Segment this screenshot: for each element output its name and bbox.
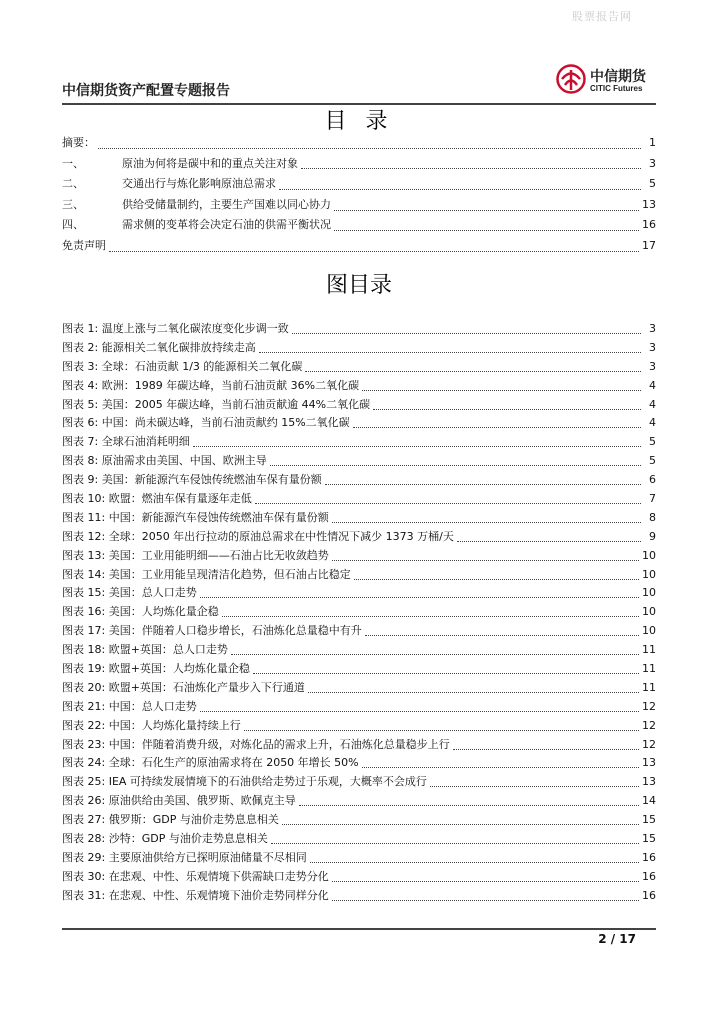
watermark-text: 股票报告网 — [572, 10, 632, 23]
dot-leader — [299, 805, 639, 806]
dot-leader — [270, 465, 641, 466]
figure-toc-entry[interactable] — [62, 773, 656, 792]
dot-leader — [271, 843, 639, 844]
dot-leader — [332, 900, 639, 901]
dot-leader — [193, 446, 641, 447]
figure-toc-entry[interactable] — [62, 339, 656, 358]
toc-entry-label: 图表 24: 全球：石化生产的原油需求将在 2050 年增长 50% — [62, 756, 359, 770]
dot-leader — [310, 862, 639, 863]
toc-entry-label: 图表 4: 欧洲：1989 年碳达峰，当前石油贡献 36%二氧化碳 — [62, 378, 360, 392]
toc-entry[interactable] — [62, 175, 656, 196]
figure-toc-entry[interactable] — [62, 679, 656, 698]
toc-entry-label: 原油为何将是碳中和的重点关注对象 — [122, 156, 298, 170]
toc-entry-label: 需求侧的变革将会决定石油的供需平衡状况 — [122, 218, 331, 232]
toc-entry-page: 15 — [642, 813, 656, 827]
dot-leader — [244, 730, 639, 731]
toc-entry-label: 图表 22: 中国：人均炼化量持续上行 — [62, 718, 241, 732]
figure-toc-entry[interactable] — [62, 603, 656, 622]
figure-toc-entry[interactable] — [62, 490, 656, 509]
figure-toc-entry[interactable] — [62, 433, 656, 452]
toc-entry-label: 图表 21: 中国：总人口走势 — [62, 699, 197, 713]
figure-toc-entry[interactable] — [62, 698, 656, 717]
toc-entry-label: 图表 13: 美国：工业用能明细——石油占比无收敛趋势 — [62, 548, 329, 562]
figure-toc-entry[interactable] — [62, 452, 656, 471]
dot-leader — [308, 692, 639, 693]
dot-leader — [292, 333, 641, 334]
company-logo — [556, 62, 656, 100]
toc-entry-page: 10 — [642, 586, 656, 600]
figure-toc-entry[interactable] — [62, 320, 656, 339]
toc-entry-label: 图表 29: 主要原油供给方已探明原油储量不尽相同 — [62, 850, 307, 864]
toc-entry-page: 11 — [642, 680, 656, 694]
dot-leader — [373, 409, 641, 410]
toc-entry-page: 16 — [642, 850, 656, 864]
toc-entry-page: 10 — [642, 548, 656, 562]
dot-leader — [453, 749, 639, 750]
figure-toc-entry[interactable] — [62, 792, 656, 811]
dot-leader — [362, 390, 641, 391]
toc-entry-number: 一、 — [62, 156, 84, 170]
toc-entry-page: 17 — [642, 238, 656, 252]
figure-toc-entry[interactable] — [62, 622, 656, 641]
dot-leader — [231, 654, 639, 655]
toc-entry-label: 图表 16: 美国：人均炼化量企稳 — [62, 605, 219, 619]
dot-leader — [200, 711, 639, 712]
toc-entry-page: 7 — [649, 492, 656, 506]
figure-toc-entry[interactable] — [62, 641, 656, 660]
figure-toc-entry[interactable] — [62, 754, 656, 773]
dot-leader — [259, 352, 641, 353]
figure-toc-entry[interactable] — [62, 717, 656, 736]
toc-entry[interactable] — [62, 155, 656, 176]
figure-toc-entry[interactable] — [62, 811, 656, 830]
dot-leader — [430, 786, 639, 787]
figure-toc-entry[interactable] — [62, 528, 656, 547]
toc-entry-page: 16 — [642, 218, 656, 232]
toc-entry-page: 3 — [649, 340, 656, 354]
toc-entry-label: 图表 28: 沙特：GDP 与油价走势息息相关 — [62, 832, 268, 846]
toc-entry-page: 4 — [649, 378, 656, 392]
toc-entry-page: 10 — [642, 605, 656, 619]
toc-entry-label: 图表 10: 欧盟：燃油车保有量逐年走低 — [62, 492, 252, 506]
figure-toc-entry[interactable] — [62, 358, 656, 377]
toc-entry-page: 3 — [649, 156, 656, 170]
figure-toc-entry[interactable] — [62, 584, 656, 603]
toc-entry-label: 图表 8: 原油需求由美国、中国、欧洲主导 — [62, 454, 267, 468]
figure-toc-entry[interactable] — [62, 377, 656, 396]
toc-entry-label: 图表 9: 美国：新能源汽车侵蚀传统燃油车保有量份额 — [62, 473, 322, 487]
toc-entry-page: 12 — [642, 718, 656, 732]
dot-leader — [279, 189, 641, 190]
toc-entry-page: 13 — [642, 197, 656, 211]
toc-entry-label: 图表 20: 欧盟+英国：石油炼化产量步入下行通道 — [62, 680, 305, 694]
toc-entry-page: 3 — [649, 359, 656, 373]
toc-entry-label: 图表 11: 中国：新能源汽车侵蚀传统燃油车保有量份额 — [62, 510, 329, 524]
toc-entry-page: 6 — [649, 473, 656, 487]
toc-entry-label: 图表 2: 能源相关二氧化碳排放持续走高 — [62, 340, 256, 354]
toc-entry-label: 图表 3: 全球：石油贡献 1/3 的能源相关二氧化碳 — [62, 359, 303, 373]
footer-divider — [62, 928, 656, 930]
figure-toc-entry[interactable] — [62, 566, 656, 585]
toc-entry-page: 12 — [642, 737, 656, 751]
toc-entry-label: 图表 5: 美国：2005 年碳达峰，当前石油贡献逾 44%二氧化碳 — [62, 397, 371, 411]
toc-entry-page: 5 — [649, 435, 656, 449]
dot-leader — [365, 635, 639, 636]
toc-entry[interactable] — [62, 196, 656, 217]
dot-leader — [305, 371, 641, 372]
dot-leader — [332, 881, 639, 882]
toc-entry-page: 1 — [649, 136, 656, 149]
toc-entry-label: 图表 6: 中国：尚未碳达峰，当前石油贡献约 15%二氧化碳 — [62, 416, 350, 430]
toc-entry-label: 图表 12: 全球：2050 年出行拉动的原油总需求在中性情况下减少 1373 万桶/天 — [62, 529, 454, 543]
toc-entry-label: 图表 1: 温度上涨与二氧化碳浓度变化步调一致 — [62, 322, 289, 335]
toc-list — [62, 134, 656, 258]
toc-entry-page: 13 — [642, 756, 656, 770]
toc-entry-page: 4 — [649, 416, 656, 430]
toc-entry-page: 10 — [642, 624, 656, 638]
dot-leader — [325, 484, 641, 485]
toc-title: 目 录 — [324, 109, 394, 134]
dot-leader — [222, 616, 639, 617]
toc-entry-page: 11 — [642, 643, 656, 657]
logo-chinese-name: 中信期货 — [590, 69, 646, 85]
toc-entry-page: 9 — [649, 529, 656, 543]
dot-leader — [353, 427, 641, 428]
dot-leader — [332, 522, 641, 523]
toc-entry-page: 3 — [649, 322, 656, 335]
toc-entry-number: 三、 — [62, 197, 84, 211]
dot-leader — [334, 230, 639, 231]
figure-toc-list — [62, 320, 656, 906]
dot-leader — [332, 560, 639, 561]
figure-toc-entry[interactable] — [62, 849, 656, 868]
dot-leader — [354, 579, 639, 580]
dot-leader — [282, 824, 639, 825]
dot-leader — [253, 673, 639, 674]
dot-leader — [255, 503, 641, 504]
toc-entry-page: 14 — [642, 794, 656, 808]
toc-entry-label: 图表 27: 俄罗斯：GDP 与油价走势息息相关 — [62, 813, 279, 827]
toc-entry-page: 12 — [642, 699, 656, 713]
toc-entry-label: 供给受储量制约，主要生产国难以同心协力 — [122, 197, 331, 211]
dot-leader — [301, 168, 641, 169]
toc-entry-page: 15 — [642, 832, 656, 846]
toc-entry-label: 图表 7: 全球石油消耗明细 — [62, 435, 190, 449]
figure-toc-entry[interactable] — [62, 414, 656, 433]
page-header — [62, 62, 656, 102]
page-number: 2 / 17 — [598, 932, 636, 946]
dot-leader — [457, 541, 641, 542]
toc-entry-number: 四、 — [62, 218, 84, 232]
dot-leader — [362, 767, 639, 768]
toc-entry-label: 图表 26: 原油供给由美国、俄罗斯、欧佩克主导 — [62, 794, 296, 808]
toc-entry-label: 交通出行与炼化影响原油总需求 — [122, 177, 276, 191]
citic-logo-icon — [556, 64, 586, 94]
toc-entry-label: 图表 18: 欧盟+英国：总人口走势 — [62, 643, 228, 657]
toc-entry-label: 图表 31: 在悲观、中性、乐观情境下油价走势同样分化 — [62, 888, 329, 902]
toc-entry-label: 图表 25: IEA 可持续发展情境下的石油供给走势过于乐观，大概率不会成行 — [62, 775, 427, 789]
toc-entry-page: 8 — [649, 510, 656, 524]
toc-entry[interactable] — [62, 216, 656, 237]
figure-toc-entry[interactable] — [62, 887, 656, 906]
toc-entry-page: 13 — [642, 775, 656, 789]
toc-entry-page: 11 — [642, 662, 656, 676]
logo-english-name: CITIC Futures — [590, 84, 643, 93]
toc-entry-label: 图表 14: 美国：工业用能呈现清洁化趋势，但石油占比稳定 — [62, 567, 351, 581]
figure-toc-entry[interactable] — [62, 396, 656, 415]
toc-entry-number: 二、 — [62, 177, 84, 191]
figure-toc-entry[interactable] — [62, 736, 656, 755]
toc-entry-page: 5 — [649, 177, 656, 191]
figure-toc-title: 图目录 — [325, 273, 392, 298]
figure-toc-entry[interactable] — [62, 547, 656, 566]
dot-leader — [334, 210, 639, 211]
toc-entry-label: 图表 15: 美国：总人口走势 — [62, 586, 197, 600]
toc-entry-label: 图表 30: 在悲观、中性、乐观情境下供需缺口走势分化 — [62, 869, 329, 883]
toc-entry-label: 图表 19: 欧盟+英国：人均炼化量企稳 — [62, 662, 250, 676]
toc-entry-page: 16 — [642, 869, 656, 883]
toc-entry-page: 10 — [642, 567, 656, 581]
toc-entry-label: 图表 17: 美国：伴随着人口稳步增长，石油炼化总量稳中有升 — [62, 624, 362, 638]
toc-entry-page: 4 — [649, 397, 656, 411]
dot-leader — [98, 148, 641, 149]
toc-entry-label: 摘要： — [62, 136, 95, 149]
toc-entry[interactable] — [62, 237, 656, 258]
figure-toc-entry[interactable] — [62, 868, 656, 887]
figure-toc-entry[interactable] — [62, 830, 656, 849]
figure-toc-entry[interactable] — [62, 660, 656, 679]
toc-entry-label: 图表 23: 中国：伴随着消费升级，对炼化品的需求上升，石油炼化总量稳步上行 — [62, 737, 450, 751]
toc-entry-page: 16 — [642, 888, 656, 902]
toc-entry[interactable] — [62, 134, 656, 155]
report-title: 中信期货资产配置专题报告 — [62, 83, 230, 99]
figure-toc-entry[interactable] — [62, 509, 656, 528]
toc-entry-label: 免责声明 — [62, 238, 106, 252]
toc-entry-page: 5 — [649, 454, 656, 468]
dot-leader — [200, 597, 639, 598]
dot-leader — [109, 251, 639, 252]
figure-toc-entry[interactable] — [62, 471, 656, 490]
